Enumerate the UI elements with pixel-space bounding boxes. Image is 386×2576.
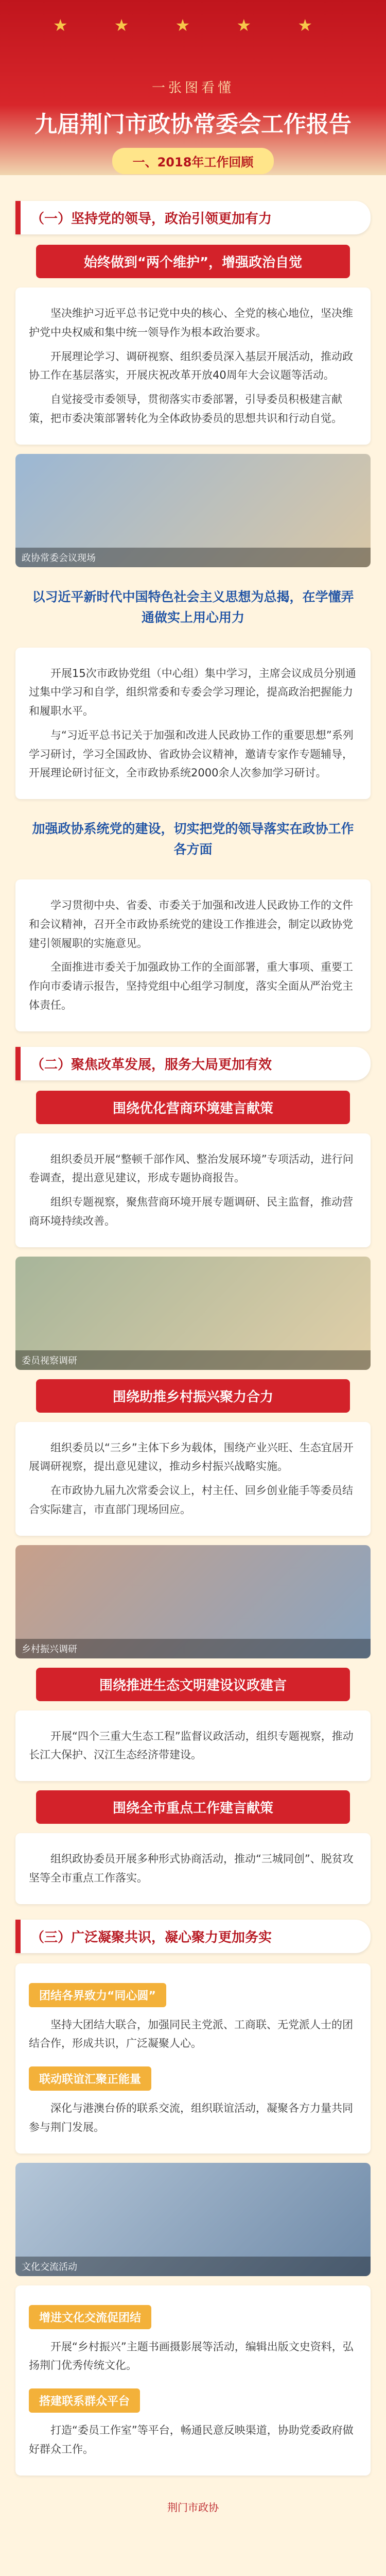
card [15,1833,371,1904]
topic: 围绕推进生态文明建设议政建言 [36,1668,350,1701]
paragraph: 学习贯彻中央、省委、市委关于加强和改进人民政协工作的文件和会议精神，召开全市政协系统党的建设工作推进会，制定以政协党建引领履职的实施意见。 [29,899,353,950]
subheading: 联动联谊汇聚正能量 [29,2066,151,2091]
card [15,1133,371,1247]
card [15,648,371,800]
photo [15,1257,371,1370]
photo-caption: 政协常委会议现场 [15,548,371,567]
photo-caption: 文化交流活动 [15,2257,371,2276]
paragraph: 坚决维护习近平总书记党中央的核心、全党的核心地位，坚决维护党中央权威和集中统一领导作为根本政治要求。 [29,307,353,338]
paragraph: 组织委员以“三乡”主体下乡为载体，围绕产业兴旺、生态宜居开展调研视察，提出意见建议，推动乡村振兴战略实施。 [29,1441,354,1473]
topic: 围绕优化营商环境建言献策 [36,1091,350,1124]
topic: 围绕全市重点工作建言献策 [36,1790,350,1824]
subheading: 搭建联系群众平台 [29,2388,140,2413]
paragraph: 开展“乡村振兴”主题书画摄影展等活动，编辑出版文史资料，弘扬荆门优秀传统文化。 [29,2340,354,2372]
banner [0,0,386,175]
photo [15,1545,371,1658]
topic-1: 始终做到“两个维护”，增强政治自觉 [36,245,350,278]
photo-caption: 委员视察调研 [15,1350,371,1370]
paragraph: 开展理论学习、调研视察、组织委员深入基层开展活动，推动政协工作在基层落实，开展庆祝改革开放40周年大会议题等活动。 [29,350,353,382]
paragraph: 开展15次市政协党组（中心组）集中学习，主席会议成员分别通过集中学习和自学，组织常委和专委会学习理论，提高政治把握能力和履职水平。 [29,667,356,717]
paragraph: 在市政协九届九次常委会议上，村主任、回乡创业能手等委员结合实际建言，市直部门现场回应。 [29,1484,353,1516]
card [15,2285,371,2476]
topic: 围绕助推乡村振兴聚力合力 [36,1379,350,1413]
card [15,1963,371,2154]
card [15,287,371,445]
paragraph: 全面推进市委关于加强政协工作的全面部署，重大事项、重要工作向市委请示报告，坚持党组中心组学习制度，落实全面从严治党主体责任。 [29,961,353,1011]
section-head-3: （三）广泛凝聚共识，凝心聚力更加务实 [15,1920,371,1953]
paragraph: 自觉接受市委领导，贯彻落实市委部署，引导委员积极建言献策，把市委决策部署转化为全体政协委员的思想共识和行动自觉。 [29,393,342,425]
section-head-1: （一）坚持党的领导，政治引领更加有力 [15,201,371,234]
paragraph: 打造“委员工作室”等平台，畅通民意反映渠道，协助党委政府做好群众工作。 [29,2424,354,2455]
stars-decoration: ★ ★ ★ ★ ★ [52,15,334,35]
paragraph: 开展“四个三重大生态工程”监督议政活动，组织专题视察，推动长江大保护、汉江生态经济带建设。 [29,1730,354,1761]
footer: 荆门市政协 [167,2501,219,2514]
kicker: 一张图看懂 [151,80,234,96]
paragraph: 组织政协委员开展多种形式协商活动，推动“三城同创”、脱贫攻坚等全市重点工作落实。 [29,1853,354,1884]
card [15,879,371,1031]
card [15,1710,371,1782]
section-head-2: （二）聚焦改革发展，服务大局更加有效 [15,1047,371,1080]
paragraph: 组织专题视察，聚焦营商环境开展专题调研、民主监督，推动营商环境持续改善。 [29,1196,353,1227]
card [15,1422,371,1536]
section-subtitle: 一、2018年工作回顾 [112,148,274,174]
photo [15,454,371,567]
photo [15,2163,371,2276]
paragraph: 组织委员开展“整顿千部作风、整治发展环境”专项活动，进行问卷调查，提出意见建议，形成专题协商报告。 [29,1153,354,1184]
photo-caption: 乡村振兴调研 [15,1639,371,1658]
paragraph: 与“习近平总书记关于加强和改进人民政协工作的重要思想”系列学习研讨，学习全国政协、省政协会议精神，邀请专家作专题辅导，开展理论研讨征文，全市政协系统2000余人次参加学习研讨。 [29,728,354,779]
subheading: 团结各界致力“同心圆” [29,1983,166,2007]
paragraph: 坚持大团结大联合，加强同民主党派、工商联、无党派人士的团结合作，形成共识，广泛凝聚人心。 [29,2018,353,2050]
topic-2: 以习近平新时代中国特色社会主义思想为总揭，在学懂弄通做实上用心用力 [32,589,354,625]
subheading: 增进文化交流促团结 [29,2305,151,2329]
main-content [0,175,386,2540]
topic-3: 加强政协系统党的建设，切实把党的领导落实在政协工作各方面 [32,821,354,857]
paragraph: 深化与港澳台侨的联系交流，组织联谊活动，凝聚各方力量共同参与荆门发展。 [29,2102,353,2133]
page-title: 九届荆门市政协常委会工作报告 [34,111,352,138]
